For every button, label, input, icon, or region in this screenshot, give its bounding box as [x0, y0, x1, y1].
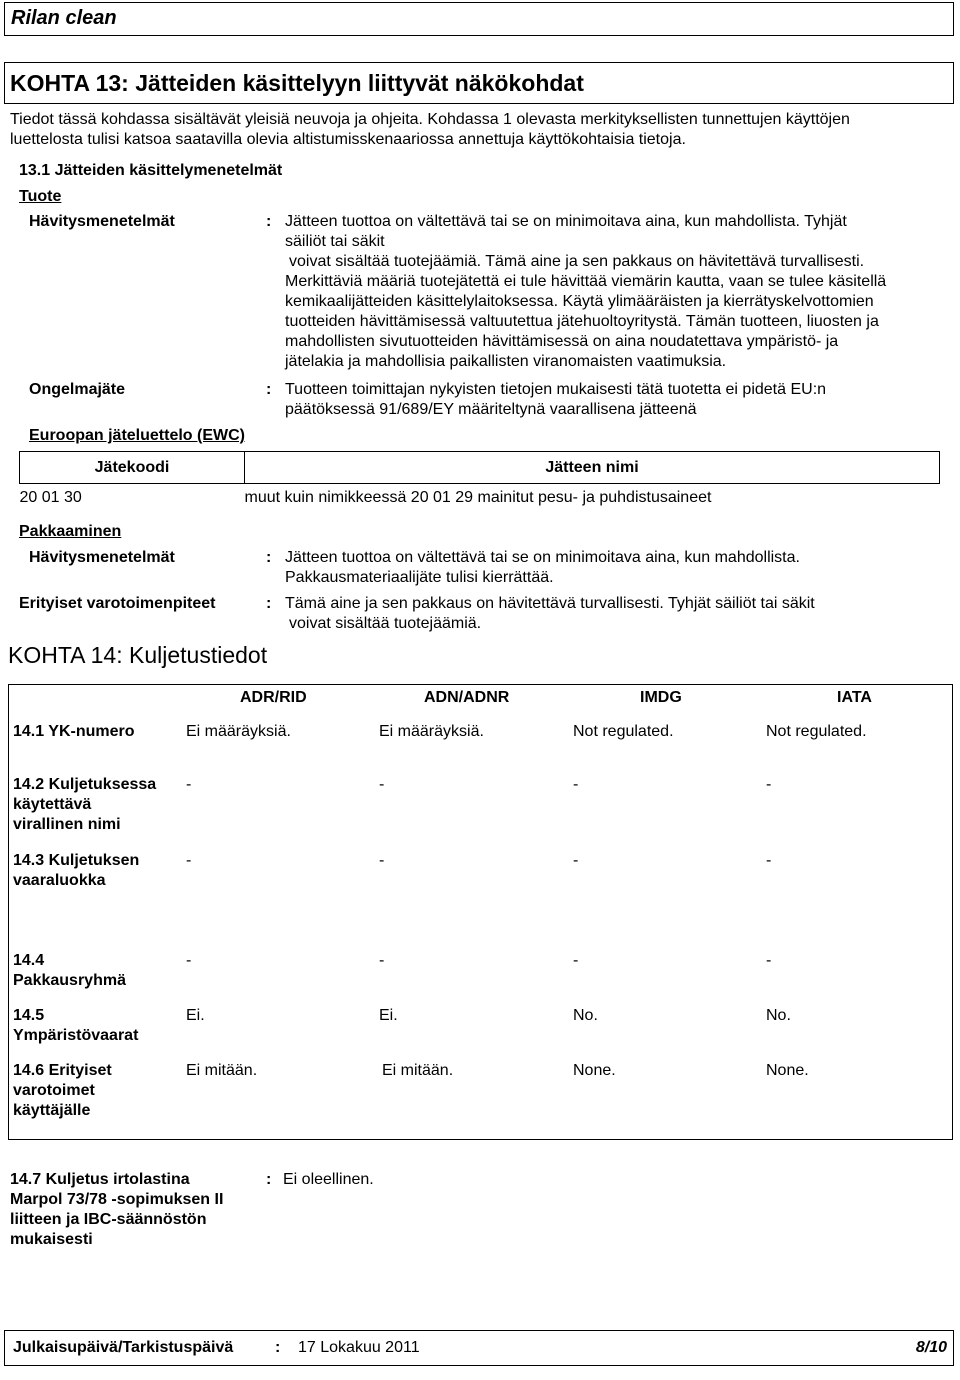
section-14-heading: KOHTA 14: Kuljetustiedot — [8, 642, 268, 668]
product-title: Rilan clean — [11, 7, 117, 29]
disposal-line: jätelakia ja mahdollisia paikallisten viranomaisten vaatimuksia. — [285, 353, 727, 370]
disposal-methods-label: Hävitysmenetelmät — [29, 213, 175, 230]
disposal-line: mahdollisten sivutuotteiden hävittämisessä on aina noudatettava ympäristö- ja — [285, 333, 839, 350]
section-13-heading-box — [4, 62, 954, 104]
hazardous-line: Tuotteen toimittajan nykyisten tietojen mukaisesti tätä tuotetta ei pidetä EU:n — [285, 381, 827, 398]
publication-date-value: 17 Lokakuu 2011 — [298, 1339, 420, 1356]
cell-pg-adr: - — [186, 952, 192, 969]
cell-pg-adn: - — [379, 952, 385, 969]
disposal-line: tuotteiden hävittämisessä valtuutettua jätehuoltoyritystä. Tämän tuotteen, liuosten ja — [285, 313, 879, 330]
cell-pg-imdg: - — [573, 952, 579, 969]
waste-name-header: Jätteen nimi — [245, 452, 940, 484]
cell-prec-adn: Ei mitään. — [382, 1062, 454, 1079]
ewc-label: Euroopan jäteluettelo (EWC) — [29, 427, 245, 444]
section-13-heading: KOHTA 13: Jätteiden käsittelyyn liittyvät näkökohdat — [10, 70, 584, 96]
page-number: 8/10 — [915, 1339, 947, 1356]
colon: : — [266, 381, 272, 398]
cell-pg-iata: - — [766, 952, 772, 969]
colon: : — [266, 549, 272, 566]
column-header-adn-adnr: ADN/ADNR — [424, 689, 510, 706]
waste-name-cell: muut kuin nimikkeessä 20 01 29 mainitut pesu- ja puhdistusaineet — [244, 489, 712, 506]
packaging-disposal-text — [285, 548, 955, 588]
cell-env-adr: Ei. — [186, 1007, 205, 1024]
cell-un-iata: Not regulated. — [766, 723, 867, 740]
row-label-special-precautions: 14.6 Erityiset varotoimet käyttäjälle — [13, 1062, 112, 1119]
disposal-line: voivat sisältää tuotejäämiä. Tämä aine ja sen pakkaus on hävitettävä turvallisesti. — [289, 253, 865, 270]
cell-class-imdg: - — [573, 852, 579, 869]
cell-prec-iata: None. — [766, 1062, 809, 1079]
cell-name-imdg: - — [573, 776, 579, 793]
disposal-line: Jätteen tuottoa on vältettävä tai se on minimoitava aina, kun mahdollista. Tyhjät — [285, 213, 847, 230]
cell-un-adn: Ei määräyksiä. — [379, 723, 484, 740]
colon: : — [266, 595, 272, 612]
table-header-row — [20, 452, 940, 484]
hazardous-waste-text — [285, 380, 955, 420]
disposal-line: säiliöt tai säkit — [285, 233, 385, 250]
row-label-shipping-name: 14.2 Kuljetuksessa käytettävä virallinen nimi — [13, 776, 157, 833]
colon: : — [275, 1339, 281, 1356]
cell-prec-imdg: None. — [573, 1062, 616, 1079]
cell-name-adn: - — [379, 776, 385, 793]
bulk-transport-value: Ei oleellinen. — [283, 1171, 374, 1188]
cell-env-iata: No. — [766, 1007, 791, 1024]
product-label: Tuote — [19, 188, 62, 205]
section-13-intro-line-2: luettelosta tulisi katsoa saatavilla olevia altistumisskenaariossa annettuja käyttökohtaisia tietoja. — [10, 131, 686, 148]
waste-code-cell: 20 01 30 — [19, 489, 82, 506]
cell-class-adr: - — [186, 852, 192, 869]
section-13-intro-line-1: Tiedot tässä kohdassa sisältävät yleisiä neuvoja ja ohjeita. Kohdassa 1 olevasta merkityksellisten tunnettujen käyttöjen — [10, 111, 850, 128]
cell-class-iata: - — [766, 852, 772, 869]
packaging-disposal-label: Hävitysmenetelmät — [29, 549, 175, 566]
colon: : — [266, 1171, 272, 1188]
cell-env-imdg: No. — [573, 1007, 598, 1024]
cell-env-adn: Ei. — [379, 1007, 398, 1024]
hazardous-waste-label: Ongelmajäte — [29, 381, 126, 398]
publication-date-label: Julkaisupäivä/Tarkistuspäivä — [13, 1339, 234, 1356]
packaging-label: Pakkaaminen — [19, 523, 122, 540]
packaging-line: Pakkausmateriaalijäte tulisi kierrättää. — [285, 569, 554, 586]
precautions-line: voivat sisältää tuotejäämiä. — [289, 615, 482, 632]
colon: : — [266, 213, 272, 230]
cell-class-adn: - — [379, 852, 385, 869]
column-header-imdg: IMDG — [640, 689, 682, 706]
row-label-environmental-hazards: 14.5 Ympäristövaarat — [13, 1007, 139, 1044]
row-label-un-number: 14.1 YK-numero — [13, 723, 135, 740]
special-precautions-label: Erityiset varotoimenpiteet — [19, 595, 216, 612]
cell-un-imdg: Not regulated. — [573, 723, 674, 740]
special-precautions-text — [285, 594, 955, 634]
document-footer — [4, 1330, 954, 1366]
precautions-line: Tämä aine ja sen pakkaus on hävitettävä turvallisesti. Tyhjät säiliöt tai säkit — [285, 595, 815, 612]
table-row — [20, 484, 940, 513]
cell-prec-adr: Ei mitään. — [186, 1062, 258, 1079]
row-label-hazard-class: 14.3 Kuljetuksen vaaraluokka — [13, 852, 140, 889]
row-label-packing-group: 14.4 Pakkausryhmä — [13, 952, 126, 989]
bulk-transport-label: 14.7 Kuljetus irtolastina Marpol 73/78 -sopimuksen II liitteen ja IBC-säännöstön mukaisesti — [10, 1171, 224, 1248]
cell-name-adr: - — [186, 776, 192, 793]
cell-un-adr: Ei määräyksiä. — [186, 723, 291, 740]
disposal-line: kemikaalijätteiden käsittelylaitoksessa. Käytä ylimääräisten ja kierrätyskelvottomien — [285, 293, 874, 310]
disposal-line: Merkittäviä määriä tuotejätettä ei tule hävittää viemärin kautta, vaan se tulee käsitellä — [285, 273, 887, 290]
waste-code-header: Jätekoodi — [20, 452, 245, 484]
waste-code-table — [19, 451, 940, 512]
subsection-13-1-heading: 13.1 Jätteiden käsittelymenetelmät — [19, 162, 283, 179]
column-header-adr-rid: ADR/RID — [240, 689, 307, 706]
cell-name-iata: - — [766, 776, 772, 793]
transport-table — [8, 684, 953, 1140]
packaging-line: Jätteen tuottoa on vältettävä tai se on minimoitava aina, kun mahdollista. — [285, 549, 800, 566]
column-header-iata: IATA — [837, 689, 872, 706]
disposal-methods-text — [285, 212, 955, 372]
document-header — [4, 2, 954, 36]
hazardous-line: päätöksessä 91/689/EY määriteltynä vaarallisena jätteenä — [285, 401, 697, 418]
